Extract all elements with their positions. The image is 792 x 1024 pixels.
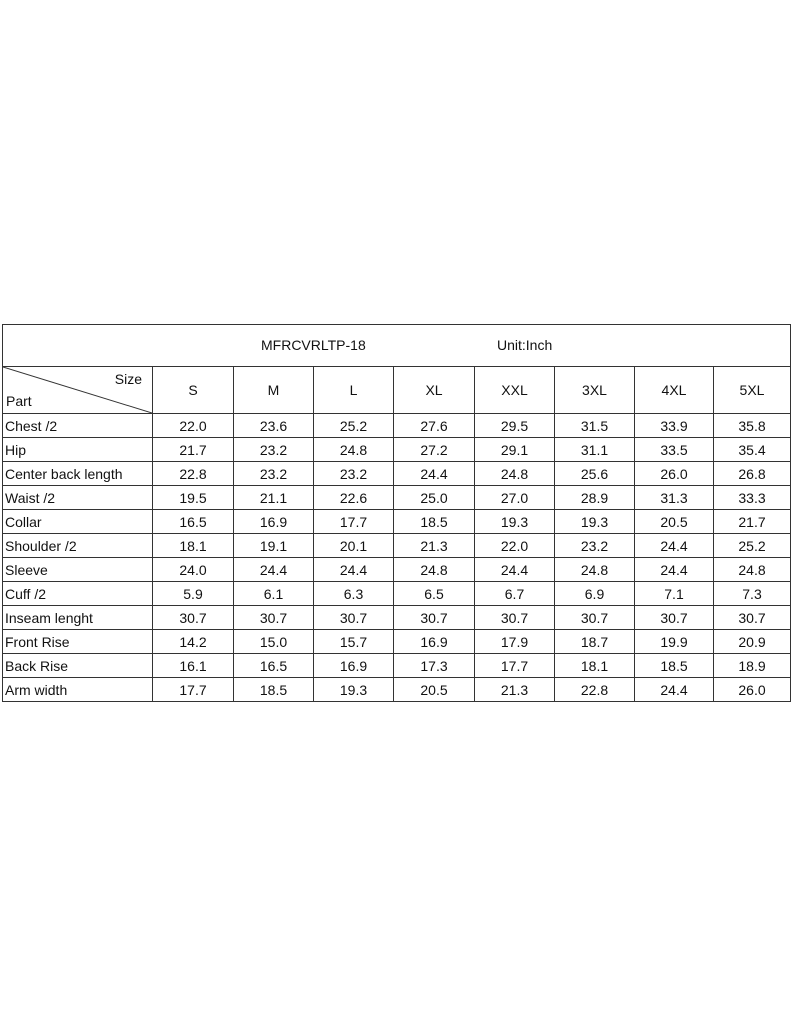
measurement-cell: 19.1 [234,534,314,558]
measurement-cell: 33.5 [635,438,714,462]
measurement-cell: 16.5 [153,510,234,534]
part-name-cell: Back Rise [3,654,153,678]
measurement-cell: 15.7 [314,630,394,654]
title-cell [3,325,791,367]
measurement-cell: 24.4 [635,678,714,702]
measurement-cell: 5.9 [153,582,234,606]
measurement-cell: 7.3 [714,582,791,606]
measurement-cell: 24.4 [314,558,394,582]
measurement-cell: 26.0 [714,678,791,702]
table-row [3,654,791,678]
measurement-cell: 6.5 [394,582,475,606]
corner-header-cell [3,367,153,414]
measurement-cell: 17.7 [475,654,555,678]
measurement-cell: 6.1 [234,582,314,606]
size-header-3xl: 3XL [555,367,635,414]
measurement-cell: 18.1 [153,534,234,558]
measurement-cell: 21.3 [475,678,555,702]
measurement-cell: 33.3 [714,486,791,510]
measurement-cell: 22.6 [314,486,394,510]
table-row [3,534,791,558]
table-row [3,486,791,510]
measurement-cell: 17.9 [475,630,555,654]
size-header-s: S [153,367,234,414]
measurement-cell: 21.1 [234,486,314,510]
table-row [3,606,791,630]
measurement-cell: 18.1 [555,654,635,678]
measurement-cell: 30.7 [475,606,555,630]
measurement-cell: 21.3 [394,534,475,558]
size-header-m: M [234,367,314,414]
measurement-cell: 26.8 [714,462,791,486]
measurement-cell: 24.4 [394,462,475,486]
measurement-cell: 19.3 [555,510,635,534]
size-header-l: L [314,367,394,414]
part-name-cell: Sleeve [3,558,153,582]
model-number: MFRCVRLTP-18 [261,337,366,353]
table-row [3,414,791,438]
measurement-cell: 31.3 [635,486,714,510]
part-name-cell: Hip [3,438,153,462]
unit-label: Unit:Inch [497,337,553,353]
measurement-cell: 24.8 [555,558,635,582]
measurement-cell: 24.4 [635,558,714,582]
measurement-cell: 22.0 [153,414,234,438]
title-row [3,325,791,367]
measurement-cell: 6.9 [555,582,635,606]
measurement-cell: 29.1 [475,438,555,462]
measurement-cell: 23.2 [234,462,314,486]
measurement-cell: 21.7 [714,510,791,534]
size-header-4xl: 4XL [635,367,714,414]
measurement-cell: 7.1 [635,582,714,606]
measurement-cell: 30.7 [635,606,714,630]
part-name-cell: Arm width [3,678,153,702]
measurement-cell: 18.5 [234,678,314,702]
measurement-cell: 30.7 [555,606,635,630]
measurement-cell: 23.2 [314,462,394,486]
measurement-cell: 15.0 [234,630,314,654]
size-axis-label: Size [114,371,142,387]
measurement-cell: 18.9 [714,654,791,678]
measurement-cell: 17.3 [394,654,475,678]
table-row [3,630,791,654]
measurement-cell: 16.9 [314,654,394,678]
size-header-xxl: XXL [475,367,555,414]
measurement-cell: 35.4 [714,438,791,462]
measurement-cell: 19.5 [153,486,234,510]
measurement-cell: 30.7 [234,606,314,630]
measurement-cell: 17.7 [314,510,394,534]
part-name-cell: Collar [3,510,153,534]
measurement-cell: 6.7 [475,582,555,606]
measurement-cell: 16.9 [234,510,314,534]
measurement-cell: 22.8 [153,462,234,486]
part-name-cell: Cuff /2 [3,582,153,606]
measurement-cell: 24.0 [153,558,234,582]
measurement-cell: 24.8 [714,558,791,582]
size-chart-table [2,324,791,702]
table-row [3,438,791,462]
part-name-cell: Shoulder /2 [3,534,153,558]
measurement-cell: 6.3 [314,582,394,606]
measurement-cell: 31.1 [555,438,635,462]
part-name-cell: Front Rise [3,630,153,654]
size-chart-body [3,325,791,702]
part-axis-label: Part [6,393,32,409]
measurement-cell: 30.7 [153,606,234,630]
measurement-cell: 24.8 [314,438,394,462]
measurement-cell: 18.5 [635,654,714,678]
measurement-cell: 25.6 [555,462,635,486]
measurement-cell: 19.3 [475,510,555,534]
size-header-row [3,367,791,414]
measurement-cell: 25.2 [714,534,791,558]
part-name-cell: Center back length [3,462,153,486]
measurement-cell: 25.2 [314,414,394,438]
measurement-cell: 16.5 [234,654,314,678]
measurement-cell: 18.7 [555,630,635,654]
table-row [3,462,791,486]
measurement-cell: 28.9 [555,486,635,510]
measurement-cell: 23.2 [234,438,314,462]
measurement-cell: 14.2 [153,630,234,654]
measurement-cell: 27.0 [475,486,555,510]
measurement-cell: 22.0 [475,534,555,558]
measurement-cell: 17.7 [153,678,234,702]
measurement-cell: 23.2 [555,534,635,558]
size-header-5xl: 5XL [714,367,791,414]
measurement-cell: 23.6 [234,414,314,438]
size-header-xl: XL [394,367,475,414]
measurement-cell: 30.7 [314,606,394,630]
measurement-cell: 29.5 [475,414,555,438]
part-name-cell: Inseam lenght [3,606,153,630]
measurement-cell: 21.7 [153,438,234,462]
measurement-cell: 22.8 [555,678,635,702]
measurement-cell: 33.9 [635,414,714,438]
measurement-cell: 24.8 [475,462,555,486]
table-row [3,510,791,534]
measurement-cell: 31.5 [555,414,635,438]
part-name-cell: Chest /2 [3,414,153,438]
measurement-cell: 18.5 [394,510,475,534]
measurement-cell: 16.9 [394,630,475,654]
measurement-cell: 26.0 [635,462,714,486]
measurement-cell: 35.8 [714,414,791,438]
measurement-cell: 30.7 [394,606,475,630]
measurement-cell: 19.9 [635,630,714,654]
measurement-cell: 16.1 [153,654,234,678]
measurement-cell: 20.9 [714,630,791,654]
measurement-cell: 20.1 [314,534,394,558]
measurement-cell: 24.8 [394,558,475,582]
measurement-cell: 19.3 [314,678,394,702]
measurement-cell: 25.0 [394,486,475,510]
measurement-cell: 20.5 [394,678,475,702]
measurement-cell: 30.7 [714,606,791,630]
measurement-cell: 24.4 [475,558,555,582]
measurement-cell: 20.5 [635,510,714,534]
measurement-cell: 24.4 [234,558,314,582]
part-name-cell: Waist /2 [3,486,153,510]
measurement-cell: 27.2 [394,438,475,462]
measurement-cell: 24.4 [635,534,714,558]
table-row [3,582,791,606]
table-row [3,678,791,702]
measurement-cell: 27.6 [394,414,475,438]
table-row [3,558,791,582]
